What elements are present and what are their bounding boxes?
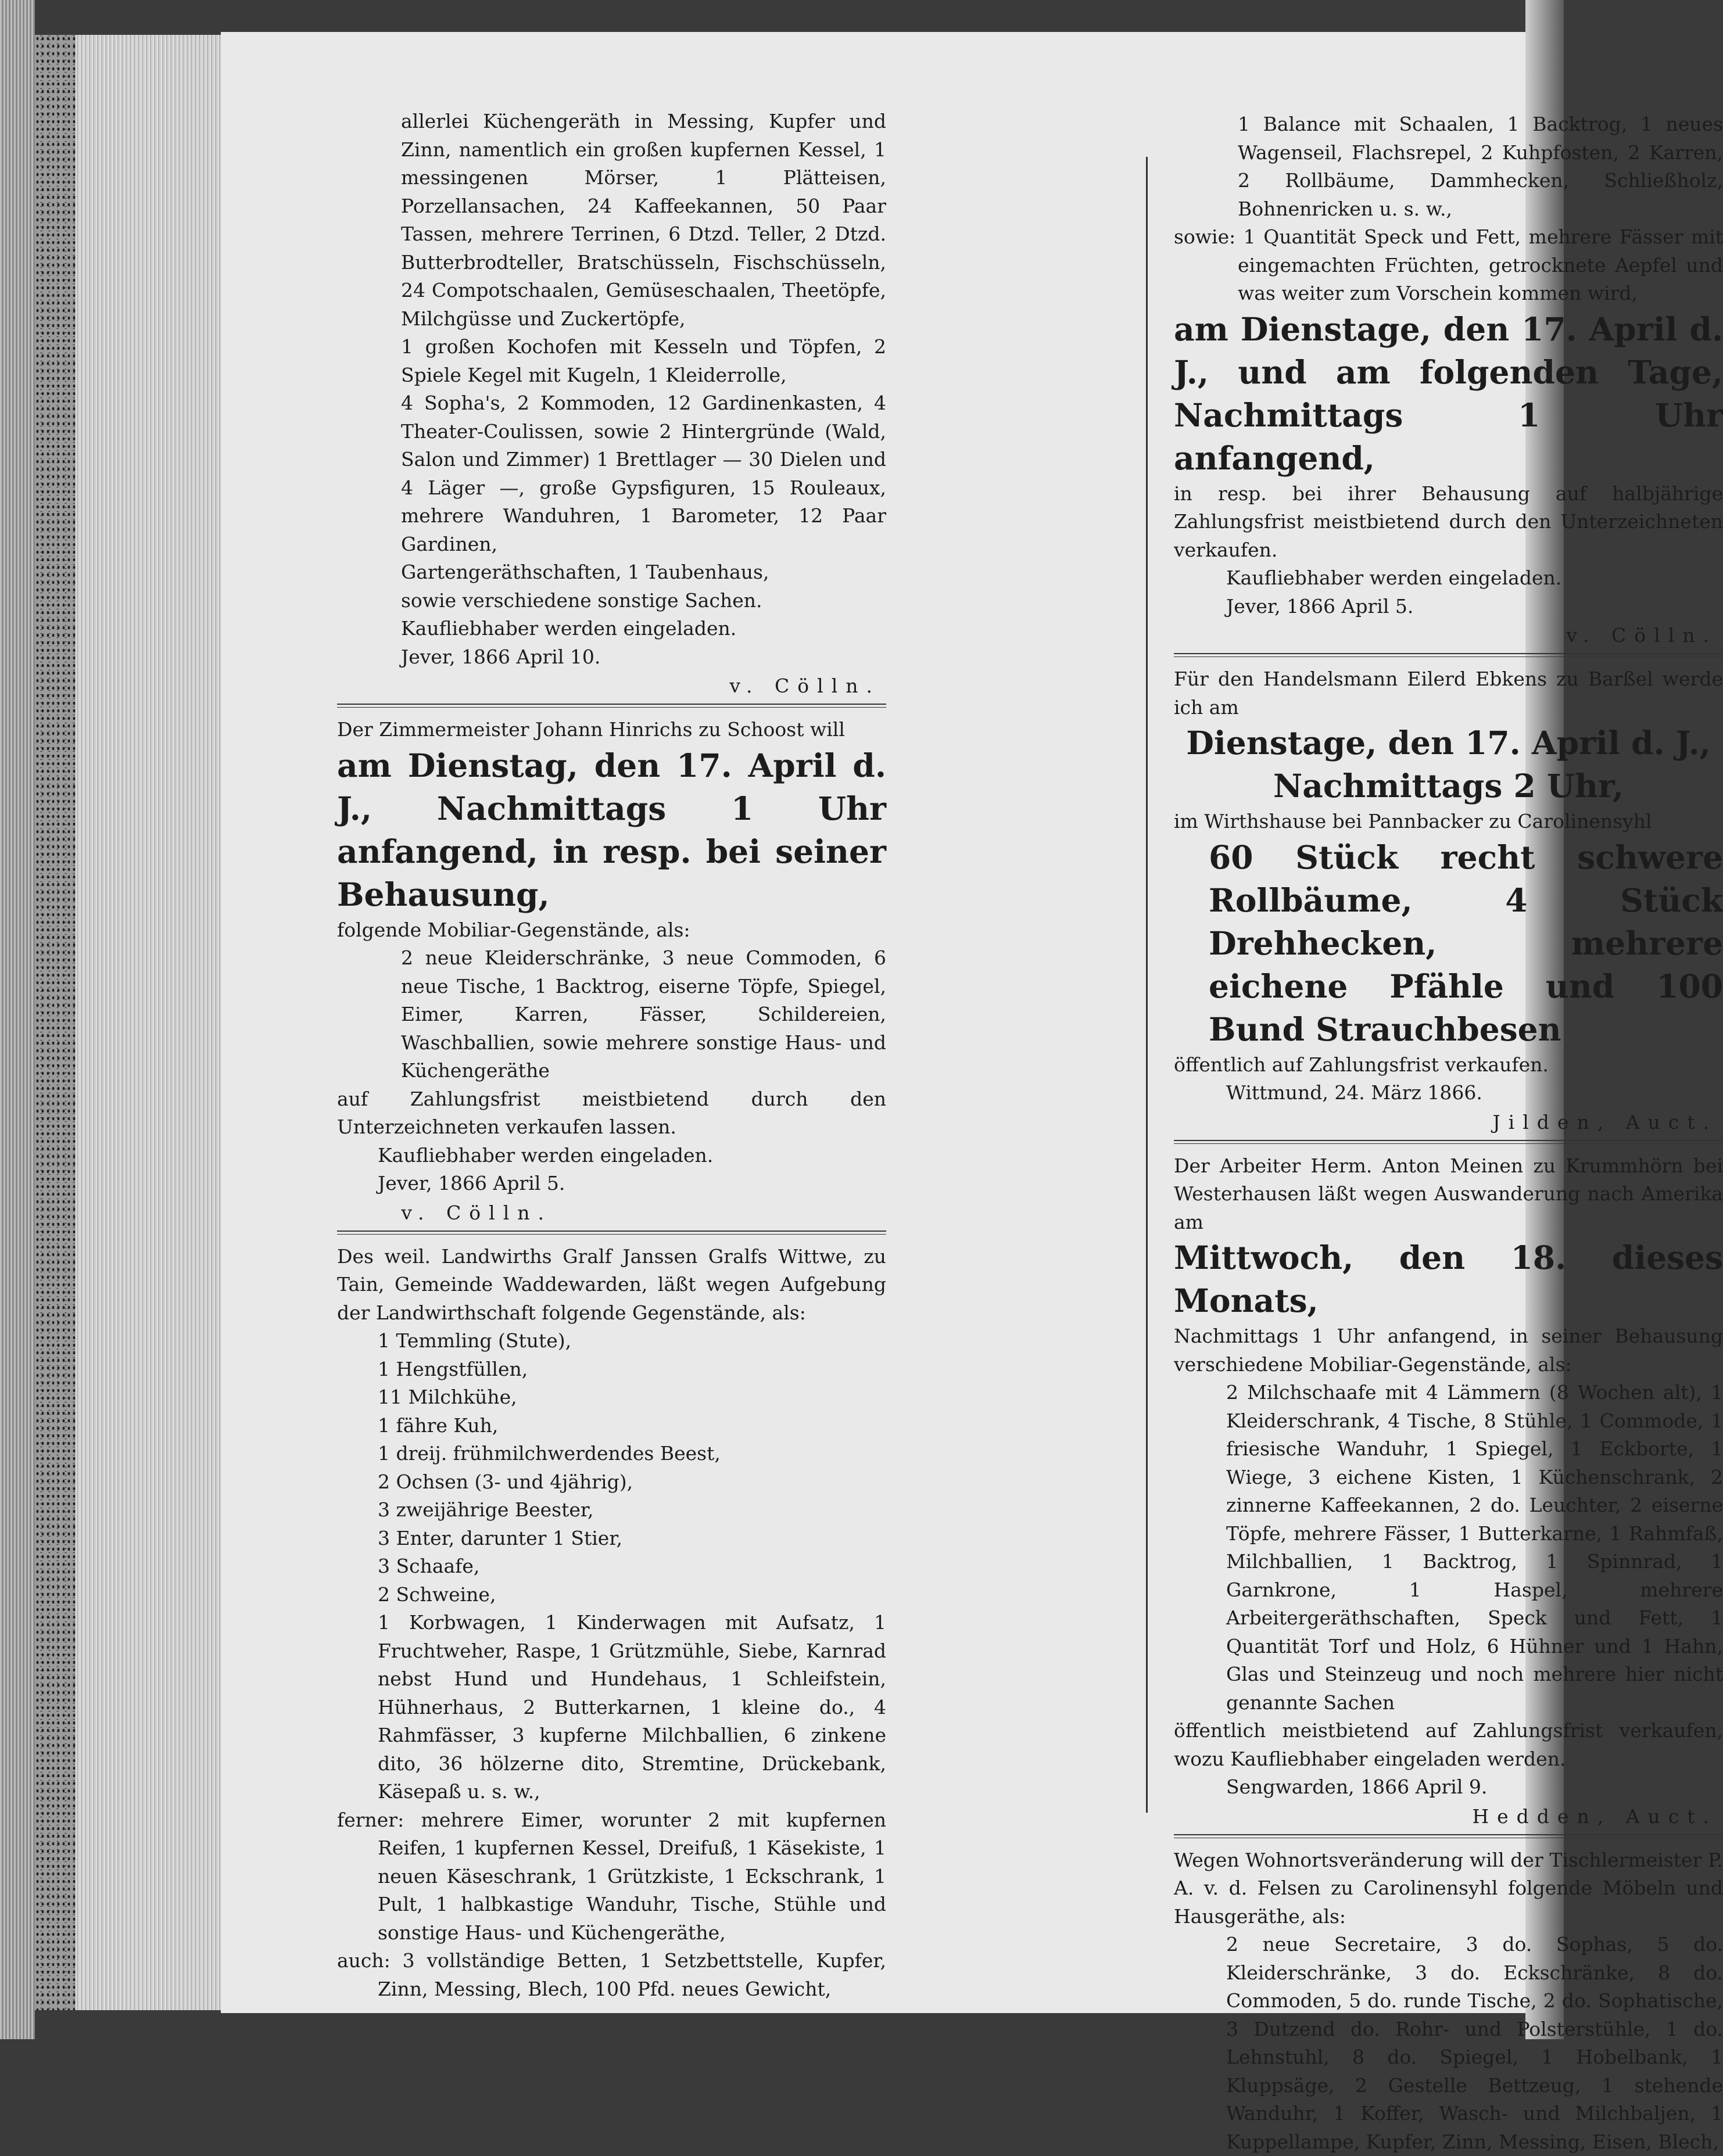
list-item: 11 Milchkühe,: [378, 1383, 886, 1412]
ad-intro: Der Arbeiter Herm. Anton Meinen zu Krummhörn bei Westerhausen läßt wegen Auswanderung nach Amerika am: [1174, 1152, 1723, 1237]
ad-invite: Kaufliebhaber werden eingeladen.: [1174, 564, 1723, 593]
ad-separator: [337, 704, 886, 708]
list-item: 1 Hengstfüllen,: [378, 1355, 886, 1384]
list-item: 2 Schweine,: [378, 1581, 886, 1609]
ad-separator: [337, 1231, 886, 1235]
auction-ad-meinen: [1174, 1152, 1723, 1832]
ad-date: Jever, 1866 April 10.: [337, 643, 886, 672]
ad-intro: Wegen Wohnortsveränderung will der Tischlermeister P. A. v. d. Felsen zu Carolinensyhl folgende Möbeln und Hausgeräthe, als:: [1174, 1846, 1723, 1931]
ad-text: 1 großen Kochofen mit Kesseln und Töpfen, 2 Spiele Kegel mit Kugeln, 1 Kleiderrolle,: [337, 333, 886, 389]
list-item: 3 Enter, darunter 1 Stier,: [378, 1524, 886, 1553]
list-item: 1 Temmling (Stute),: [378, 1327, 886, 1355]
auction-ad-gralfs: [337, 1243, 886, 2004]
ad-invite: Kaufliebhaber werden eingeladen.: [337, 615, 886, 643]
ad-ferner: ferner: mehrere Eimer, worunter 2 mit kupfernen Reifen, 1 kupfernen Kessel, Dreifuß, 1 Käsekiste, 1 neuen Käseschrank, 1 Grützkiste, 1 Eckschrank, 1 Pult, 1 halbkastige Wanduhr, Tische, Stühle und sonstige Haus- und Küchengeräthe,: [337, 1806, 886, 1947]
list-item: 2 Ochsen (3- und 4jährig),: [378, 1468, 886, 1497]
page-block-speckled-edge: [35, 35, 76, 2010]
page-stack-edges: [76, 35, 221, 2010]
ad-text: allerlei Küchengeräth in Messing, Kupfer und Zinn, namentlich ein großen kupfernen Kessel, 1 messingenen Mörser, 1 Plätteisen, Porzellansachen, 24 Kaffeekannen, 50 Paar Tassen, mehrere Terrinen, 6 Dtzd. Teller, 2 Dtzd. Butterbrodteller, Bratschüsseln, Fischschüsseln, 24 Compotschaalen, Gemüseschaalen, Theetöpfe, Milchgüsse und Zuckertöpfe,: [337, 107, 886, 333]
auction-ad-felsen: [1174, 1846, 1723, 2156]
list-item: 1 Korbwagen, 1 Kinderwagen mit Aufsatz, 1 Fruchtweher, Raspe, 1 Grützmühle, Siebe, Karnrad nebst Hund und Hundehaus, 1 Schleifstein, Hühnerhaus, 2 Butterkarnen, 1 kleine do., 4 Rahmfässer, 3 kupferne Milchballien, 6 zinkene dito, 36 hölzerne dito, Stremtine, Drückebank, Käsepaß u. s. w.,: [378, 1609, 886, 1806]
ad-tail: auf Zahlungsfrist meistbietend durch den Unterzeichneten verkaufen lassen.: [337, 1085, 886, 1142]
ad-text: 4 Sopha's, 2 Kommoden, 12 Gardinenkasten, 4 Theater-Coulissen, sowie 2 Hintergründe (Wald, Salon und Zimmer) 1 Brettlager — 30 Dielen und 4 Läger —, große Gypsfiguren, 15 Rouleaux, mehrere Wanduhren, 1 Barometer, 12 Paar Gardinen,: [337, 389, 886, 558]
ad-signature: Jilden, Auct.: [1174, 1107, 1723, 1138]
ad-date: Jever, 1866 April 5.: [337, 1170, 668, 1198]
ad-invite: Kaufliebhaber werden eingeladen.: [337, 1142, 886, 1170]
list-item: 3 Schaafe,: [378, 1552, 886, 1581]
ad-sowie: sowie: 1 Quantität Speck und Fett, mehrere Fässer mit eingemachten Früchten, getrocknete Aepfel und was weiter zum Vorschein kommen wird,: [1174, 223, 1723, 308]
list-item: 3 zweijährige Beester,: [378, 1496, 886, 1524]
auction-ad-ebkens: [1174, 665, 1723, 1138]
ad-headline: 60 Stück recht schwere Rollbäume, 4 Stück Drehhecken, mehrere eichene Pfähle und 100 Bund Strauchbesen: [1174, 836, 1723, 1051]
ad-lead: folgende Mobiliar-Gegenstände, als:: [337, 916, 886, 945]
auction-ad-hinrichs: [337, 716, 886, 1228]
ad-date: Wittmund, 24. März 1866.: [1174, 1079, 1723, 1107]
ad-intro: Für den Handelsmann Eilerd Ebkens zu Barßel werde ich am: [1174, 665, 1723, 722]
column-divider: [1146, 157, 1148, 1813]
ad-headline: am Dienstage, den 17. April d. J., und am folgenden Tage, Nachmittags 1 Uhr anfangend,: [1174, 308, 1723, 480]
left-column: [337, 107, 886, 2003]
ad-headline: Dienstage, den 17. April d. J., Nachmittags 2 Uhr,: [1174, 722, 1723, 808]
ad-separator: [1174, 1834, 1723, 1838]
ad-items: 2 neue Secretaire, 3 do. Sophas, 5 do. Kleiderschränke, 3 do. Eckschränke, 8 do. Commoden, 5 do. runde Tische, 2 do. Sophatische, 3 Dutzend do. Rohr- und Polsterstühle, 1 do. Lehnstuhl, 8 do. Spiegel, 1 Hobelbank, 1 Kluppsäge, 2 Gestelle Bettzeug, 1 stehende Wanduhr, 1 Koffer, Wasch- und Milchbaljen, 1 Kuppellampe, Kupfer, Zinn, Messing, Eisen, Blech,: [1174, 1931, 1723, 2156]
right-column: [1174, 110, 1723, 2156]
ad-signature: v. Cölln.: [337, 1198, 558, 1228]
ad-date: Sengwarden, 1866 April 9.: [1174, 1773, 1723, 1802]
ad-text: Gartengeräthschaften, 1 Taubenhaus,: [337, 558, 886, 587]
ad-signature: Hedden, Auct.: [1174, 1802, 1723, 1832]
ad-items: 1 Balance mit Schaalen, 1 Backtrog, 1 neues Wagenseil, Flachsrepel, 2 Kuhpfosten, 2 Karren, 2 Rollbäume, Dammhecken, Schließholz, Bohnenricken u. s. w.,: [1174, 110, 1723, 223]
ad-signature: v. Cölln.: [337, 671, 886, 701]
auction-ad-continued-right: [1174, 110, 1723, 651]
ad-items: 2 Milchschaafe mit 4 Lämmern (8 Wochen alt), 1 Kleiderschrank, 4 Tische, 8 Stühle, 1 Commode, 1 friesische Wanduhr, 1 Spiegel, 1 Eckborte, 1 Wiege, 3 eichene Kisten, 1 Küchenschrank, 2 zinnerne Kaffeekannen, 2 do. Leuchter, 2 eiserne Töpfe, mehrere Fässer, 1 Butterkarne, 1 Rahmfaß, Milchballien, 1 Backtrog, 1 Spinnrad, 1 Garnkrone, 1 Haspel, mehrere Arbeitergeräthschaften, Speck und Fett, 1 Quantität Torf und Holz, 6 Hühner und 1 Hahn, Glas und Steinzeug und noch mehrere hier nicht genannte Sachen: [1174, 1379, 1723, 1717]
ad-tail: öffentlich meistbietend auf Zahlungsfrist verkaufen, wozu Kaufliebhaber eingeladen werden.: [1174, 1717, 1723, 1773]
ad-signature: v. Cölln.: [1174, 620, 1723, 651]
ad-intro: Der Zimmermeister Johann Hinrichs zu Schoost will: [337, 716, 886, 744]
ad-lead: Nachmittags 1 Uhr anfangend, in seiner Behausung verschiedene Mobiliar-Gegenstände, als:: [1174, 1322, 1723, 1379]
list-item: 1 fähre Kuh,: [378, 1412, 886, 1440]
book-spine-edge: [0, 0, 35, 2039]
ad-text: sowie verschiedene sonstige Sachen.: [337, 587, 886, 615]
ad-intro: Des weil. Landwirths Gralf Janssen Gralfs Wittwe, zu Tain, Gemeinde Waddewarden, läßt wegen Aufgebung der Landwirthschaft folgende Gegenstände, als:: [337, 1243, 886, 1328]
ad-separator: [1174, 1140, 1723, 1144]
ad-tail: öffentlich auf Zahlungsfrist verkaufen.: [1174, 1051, 1723, 1079]
ad-headline: Mittwoch, den 18. dieses Monats,: [1174, 1236, 1723, 1322]
ad-separator: [1174, 653, 1723, 657]
newspaper-page: [221, 32, 1525, 2013]
ad-headline: am Dienstag, den 17. April d. J., Nachmittags 1 Uhr anfangend, in resp. bei seiner Behausung,: [337, 744, 886, 916]
list-item: 1 dreij. frühmilchwerdendes Beest,: [378, 1440, 886, 1468]
ad-items: 2 neue Kleiderschränke, 3 neue Commoden, 6 neue Tische, 1 Backtrog, eiserne Töpfe, Spiegel, Eimer, Karren, Fässer, Schildereien, Waschballien, sowie mehrere sonstige Haus- und Küchengeräthe: [337, 944, 886, 1085]
ad-auch: auch: 3 vollständige Betten, 1 Setzbettstelle, Kupfer, Zinn, Messing, Blech, 100 Pfd. neues Gewicht,: [337, 1947, 886, 2003]
ad-date: Jever, 1866 April 5.: [1174, 593, 1723, 621]
auction-ad-continued: [337, 107, 886, 701]
ad-tail: in resp. bei ihrer Behausung auf halbjährige Zahlungsfrist meistbietend durch den Unterzeichneten verkaufen.: [1174, 480, 1723, 565]
ad-place: im Wirthshause bei Pannbacker zu Carolinensyhl: [1174, 808, 1723, 836]
